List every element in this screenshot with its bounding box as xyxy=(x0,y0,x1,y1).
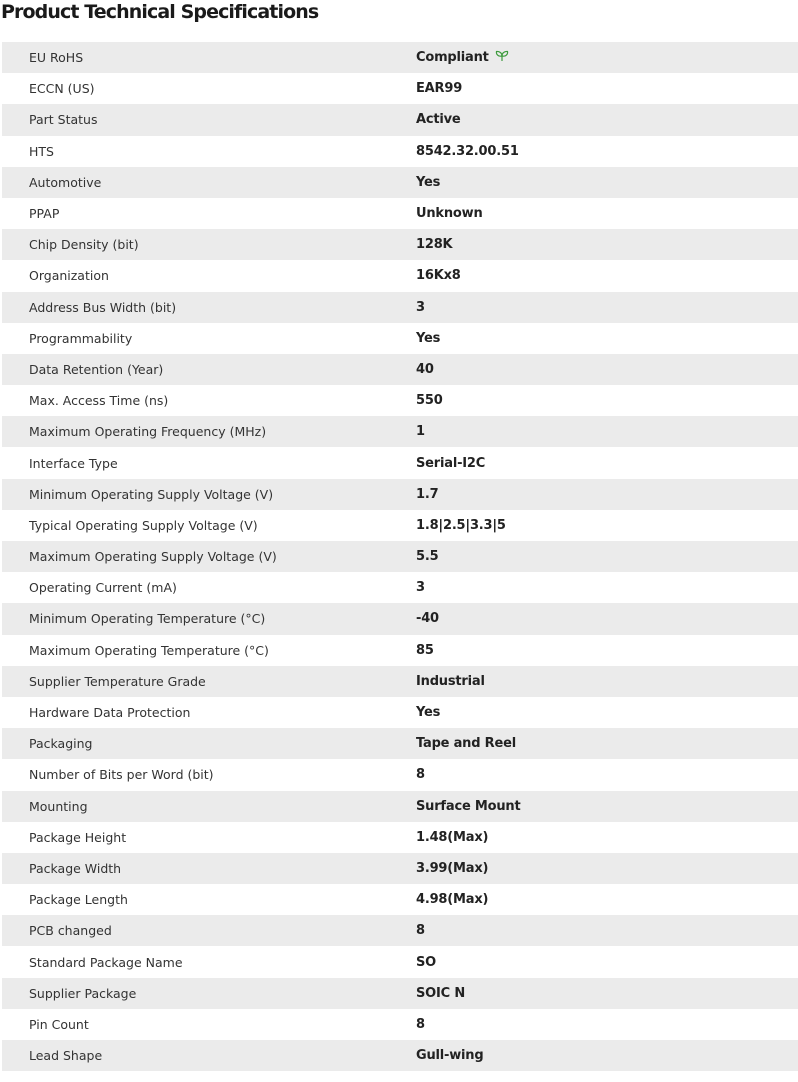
spec-value-cell xyxy=(389,986,798,1001)
spec-value: 1.7 xyxy=(416,486,439,502)
spec-row xyxy=(2,136,798,167)
spec-value: 128K xyxy=(416,237,453,253)
spec-name: Maximum Operating Supply Voltage (V) xyxy=(29,549,277,565)
spec-value: 8 xyxy=(416,767,425,783)
spec-row xyxy=(2,292,798,323)
spec-row xyxy=(2,73,798,104)
spec-value-cell xyxy=(389,300,798,315)
spec-name: PPAP xyxy=(29,206,60,222)
spec-value-cell xyxy=(389,487,798,502)
spec-value-cell xyxy=(389,892,798,907)
spec-value: 550 xyxy=(416,393,443,409)
spec-value-cell xyxy=(389,674,798,689)
spec-row xyxy=(2,946,798,977)
spec-name: Automotive xyxy=(29,174,102,190)
spec-value: Gull-wing xyxy=(416,1048,484,1064)
spec-name: Lead Shape xyxy=(29,1048,103,1064)
spec-name: Minimum Operating Supply Voltage (V) xyxy=(29,486,274,502)
spec-value-cell xyxy=(389,923,798,938)
spec-value: 40 xyxy=(416,361,434,377)
spec-row xyxy=(2,978,798,1009)
spec-row xyxy=(2,915,798,946)
spec-row xyxy=(2,791,798,822)
spec-value: Yes xyxy=(416,330,441,346)
spec-row xyxy=(2,229,798,260)
spec-row xyxy=(2,385,798,416)
spec-value-cell xyxy=(389,456,798,471)
spec-value-cell xyxy=(389,799,798,814)
spec-name: Number of Bits per Word (bit) xyxy=(29,767,214,783)
spec-value: Active xyxy=(416,112,461,128)
spec-name: Maximum Operating Frequency (MHz) xyxy=(29,424,267,440)
spec-row xyxy=(2,853,798,884)
spec-row xyxy=(2,260,798,291)
spec-value-cell xyxy=(389,175,798,190)
spec-value-cell xyxy=(389,955,798,970)
spec-value: 85 xyxy=(416,642,434,658)
spec-value-cell xyxy=(389,112,798,127)
spec-value: 3 xyxy=(416,299,425,315)
spec-value-cell xyxy=(389,580,798,595)
spec-name: Package Width xyxy=(29,860,122,876)
spec-row xyxy=(2,323,798,354)
spec-value: 8 xyxy=(416,1016,425,1032)
spec-row xyxy=(2,42,798,73)
spec-row xyxy=(2,447,798,478)
spec-row xyxy=(2,541,798,572)
spec-value-cell xyxy=(389,362,798,377)
spec-name: Package Height xyxy=(29,829,127,845)
spec-name: PCB changed xyxy=(29,923,112,939)
spec-name: Typical Operating Supply Voltage (V) xyxy=(29,517,258,533)
spec-name: ECCN (US) xyxy=(29,81,95,97)
spec-value: 5.5 xyxy=(416,549,439,565)
spec-value: Yes xyxy=(416,705,441,721)
spec-row xyxy=(2,603,798,634)
spec-value: SOIC N xyxy=(416,985,465,1001)
spec-name: Interface Type xyxy=(29,455,118,471)
spec-row xyxy=(2,884,798,915)
spec-row xyxy=(2,1009,798,1040)
spec-row xyxy=(2,697,798,728)
spec-name: Pin Count xyxy=(29,1016,89,1032)
spec-value: Serial-I2C xyxy=(416,455,486,471)
spec-value-cell xyxy=(389,50,798,65)
spec-row xyxy=(2,635,798,666)
spec-name: Max. Access Time (ns) xyxy=(29,393,169,409)
spec-value-cell xyxy=(389,518,798,533)
spec-name: Maximum Operating Temperature (°C) xyxy=(29,642,269,658)
spec-row xyxy=(2,479,798,510)
spec-name: Supplier Temperature Grade xyxy=(29,673,206,689)
spec-value: Yes xyxy=(416,174,441,190)
spec-value: 3 xyxy=(416,580,425,596)
spec-name: Programmability xyxy=(29,330,133,346)
spec-row xyxy=(2,666,798,697)
spec-value: 8542.32.00.51 xyxy=(416,143,519,159)
spec-value-cell xyxy=(389,393,798,408)
spec-name: Operating Current (mA) xyxy=(29,580,177,596)
spec-value: 16Kx8 xyxy=(416,268,461,284)
spec-name: EU RoHS xyxy=(29,50,84,66)
spec-row xyxy=(2,416,798,447)
spec-value-cell xyxy=(389,331,798,346)
spec-value: 1.8|2.5|3.3|5 xyxy=(416,517,506,533)
spec-value-cell xyxy=(389,736,798,751)
page-title: Product Technical Specifications xyxy=(1,1,319,23)
spec-name: HTS xyxy=(29,143,54,159)
leaf-icon xyxy=(495,50,509,62)
spec-value: 3.99(Max) xyxy=(416,860,489,876)
spec-row xyxy=(2,822,798,853)
spec-name: Standard Package Name xyxy=(29,954,183,970)
spec-row xyxy=(2,510,798,541)
spec-value-cell xyxy=(389,611,798,626)
spec-value-cell xyxy=(389,206,798,221)
spec-name: Supplier Package xyxy=(29,985,137,1001)
spec-name: Data Retention (Year) xyxy=(29,361,164,377)
spec-row xyxy=(2,198,798,229)
spec-value: Industrial xyxy=(416,673,485,689)
spec-value-cell xyxy=(389,767,798,782)
spec-name: Minimum Operating Temperature (°C) xyxy=(29,611,266,627)
spec-value-cell xyxy=(389,549,798,564)
spec-value-cell xyxy=(389,643,798,658)
spec-row xyxy=(2,728,798,759)
spec-row xyxy=(2,354,798,385)
spec-name: Mounting xyxy=(29,798,88,814)
spec-value-cell xyxy=(389,268,798,283)
spec-name: Packaging xyxy=(29,736,93,752)
spec-value-cell xyxy=(389,1017,798,1032)
spec-row xyxy=(2,759,798,790)
spec-value: EAR99 xyxy=(416,81,463,97)
spec-value-cell xyxy=(389,81,798,96)
spec-name: Chip Density (bit) xyxy=(29,237,139,253)
spec-value: Unknown xyxy=(416,206,483,222)
spec-value-cell xyxy=(389,237,798,252)
spec-name: Address Bus Width (bit) xyxy=(29,299,177,315)
spec-row xyxy=(2,572,798,603)
spec-value: 1 xyxy=(416,424,425,440)
spec-value: -40 xyxy=(416,611,439,627)
spec-name: Hardware Data Protection xyxy=(29,705,191,721)
spec-value: 8 xyxy=(416,923,425,939)
spec-row xyxy=(2,1040,798,1071)
spec-value: Tape and Reel xyxy=(416,736,516,752)
spec-name: Package Length xyxy=(29,892,128,908)
spec-value-cell xyxy=(389,830,798,845)
spec-value: Surface Mount xyxy=(416,798,521,814)
spec-value: Compliant xyxy=(416,50,489,66)
spec-name: Part Status xyxy=(29,112,98,128)
spec-row xyxy=(2,167,798,198)
spec-value: SO xyxy=(416,954,437,970)
spec-value-cell xyxy=(389,705,798,720)
spec-row xyxy=(2,104,798,135)
spec-name: Organization xyxy=(29,268,109,284)
spec-table xyxy=(2,42,798,1071)
spec-value: 1.48(Max) xyxy=(416,829,489,845)
spec-value-cell xyxy=(389,424,798,439)
spec-value: 4.98(Max) xyxy=(416,892,489,908)
spec-value-cell xyxy=(389,144,798,159)
spec-value-cell xyxy=(389,861,798,876)
spec-value-cell xyxy=(389,1048,798,1063)
